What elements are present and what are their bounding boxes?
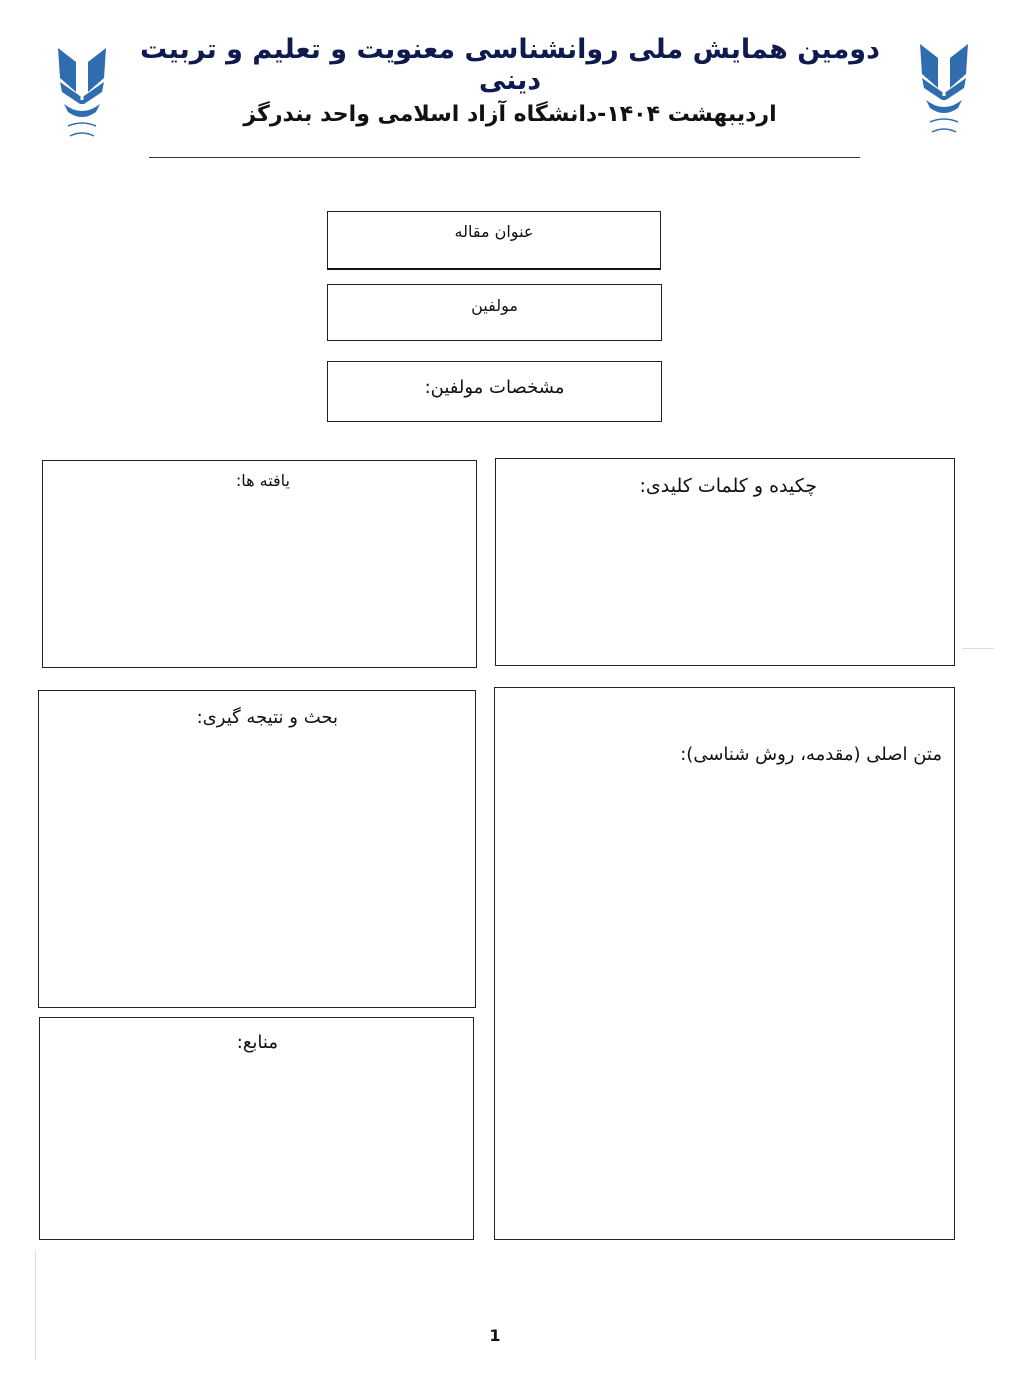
azad-university-logo-icon — [916, 38, 972, 144]
references-label: منابع: — [236, 1032, 278, 1053]
conference-title: دومین همایش ملی روانشناسی معنویت و تعلیم و تربیت دینی — [140, 34, 880, 96]
findings-label: یافته ها: — [235, 471, 290, 490]
main-text-box[interactable] — [494, 687, 955, 1240]
author-details-box[interactable] — [327, 361, 662, 422]
university-logo-right — [916, 38, 972, 144]
discussion-label: بحث و نتیجه گیری: — [196, 707, 338, 728]
main-text-label: متن اصلی (مقدمه، روش شناسی): — [680, 744, 942, 765]
azad-university-logo-icon — [54, 42, 110, 148]
references-box[interactable] — [39, 1017, 474, 1240]
abstract-label: چکیده و کلمات کلیدی: — [639, 475, 817, 497]
page-edge-line — [35, 1250, 36, 1360]
conference-subtitle: اردیبهشت ۱۴۰۴-دانشگاه آزاد اسلامی واحد بندرگز — [243, 102, 777, 127]
university-logo-left — [54, 42, 110, 148]
article-title-box[interactable] — [327, 211, 661, 270]
abstract-box[interactable] — [495, 458, 955, 666]
authors-label: مولفین — [471, 296, 518, 315]
margin-mark — [962, 648, 994, 649]
discussion-box[interactable] — [38, 690, 476, 1008]
authors-box[interactable] — [327, 284, 662, 341]
article-title-label: عنوان مقاله — [454, 222, 534, 241]
page-number: 1 — [489, 1326, 501, 1345]
findings-box[interactable] — [42, 460, 477, 668]
author-details-label: مشخصات مولفین: — [424, 377, 565, 398]
header-divider — [149, 157, 860, 158]
